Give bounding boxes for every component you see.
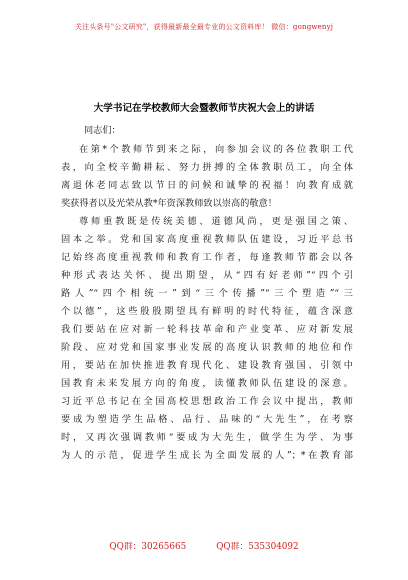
footer-contact <box>0 539 408 552</box>
text-line: 奖获得者以及光荣从教*年资深教师致以崇高的敬意！ <box>61 198 277 209</box>
text-line: 固本之举。党和国家高度重视教师队伍建设，习近平总书 <box>61 234 353 245</box>
text-line: 要成为塑造学生品格、品行、品味的“大先生”，在考察 <box>61 414 353 425</box>
document-title: 大学书记在学校教师大会暨教师节庆祝大会上的讲话 <box>93 103 315 114</box>
text-line: 国教育未来发展方向的角度，读懂教师队伍建设的深意。 <box>61 378 353 389</box>
text-line: 路人”“四个相统一”到“三个传播”“三个塑造”“三 <box>61 288 353 299</box>
text-line: 用，要站在加快推进教育现代化、建设教育强国、引领中 <box>61 360 353 371</box>
text-line: 时，又再次强调教师“要成为大先生，做学生为学、为事 <box>61 432 353 443</box>
promo-banner: 关注头条号"公文研究"，获得最新最全最专业的公文资料库！ 微信：gongwenyj <box>74 23 334 31</box>
text-line: 在第*个教师节到来之际，向参加会议的各位教职工代 <box>79 144 353 155</box>
qq-group-1: QQ群：30265665 <box>109 542 187 552</box>
text-line: 我们要站在应对新一轮科技革命和产业变革、应对新发展 <box>61 324 353 335</box>
text-line: 种形式表达关怀、提出期望，从“四有好老师”“四个引 <box>61 270 353 281</box>
qq-group-2: QQ群：535304092 <box>216 542 299 552</box>
text-line: 记始终高度重视教师和教育工作者，每逢教师节都会以各 <box>61 252 353 263</box>
text-line: 阶段、应对党和国家事业发展的高度认识教师的地位和作 <box>61 342 353 353</box>
greeting: 同志们： <box>84 125 121 136</box>
text-line: 习近平总书记在全国高校思想政治工作会议中提出，教师 <box>61 396 353 407</box>
text-line: 个以德”，这些殷殷期望具有鲜明的时代特征，蕴含深意 <box>61 306 353 317</box>
text-line: 尊师重教既是传统美德、道德风尚，更是强国之策、 <box>79 216 353 227</box>
text-line: 表，向全校辛勤耕耘、努力拼搏的全体教职员工，向全体 <box>61 162 353 173</box>
text-line: 为人的示范，促进学生成长为全面发展的人”；*在教育部 <box>61 450 353 461</box>
document-body <box>61 141 353 465</box>
text-line: 离退休老同志致以节日的问候和诚挚的祝福！向教育成就 <box>61 180 353 191</box>
